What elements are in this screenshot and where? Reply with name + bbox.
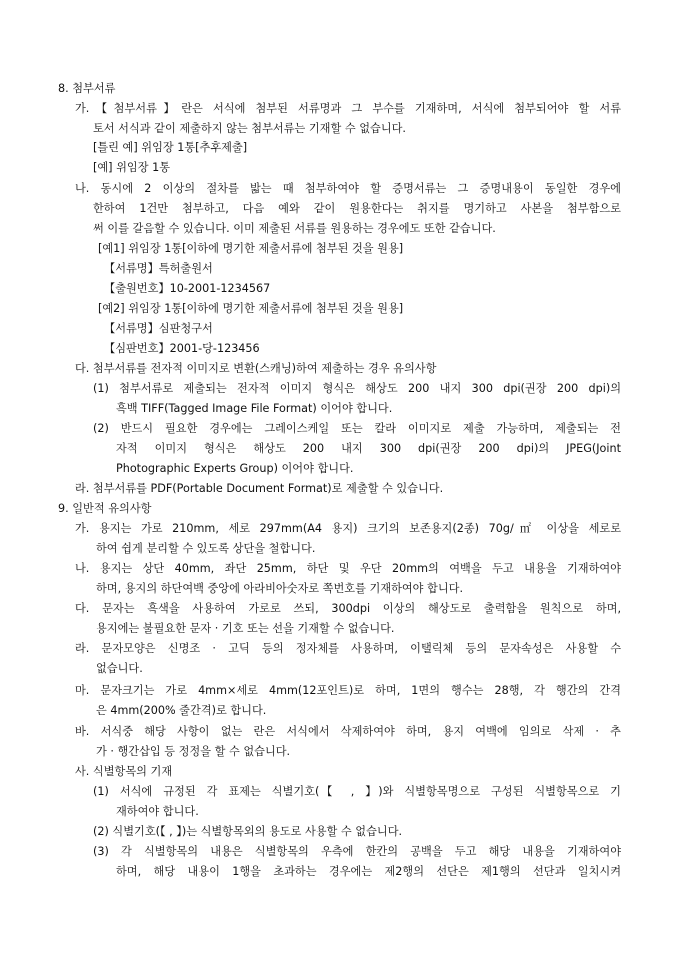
- s9-ra-line1: 라. 문자모양은 신명조 · 고딕 등의 정자체를 사용하며, 이탤릭체 등의 문자속성은 사용할 수: [75, 642, 621, 655]
- s9-ga-line1: 가. 용지는 가로 210mm, 세로 297mm(A4 용지) 크기의 보존용지(2종) 70g/㎡ 이상을 세로로: [75, 522, 621, 535]
- section-9-heading: 9. 일반적 유의사항: [58, 502, 152, 515]
- s8-na-ex2-no: 【심판번호】2001-당-123456: [104, 342, 260, 355]
- s9-na-line1: 나. 용지는 상단 40mm, 좌단 25mm, 하단 및 우단 20mm의 여백을 두고 내용을 기재하여야: [75, 562, 621, 575]
- s9-ra-line2: 없습니다.: [96, 662, 143, 675]
- s8-da-i1-line1: (1) 첨부서류로 제출되는 전자적 이미지 형식은 해상도 200 내지 300 dpi(권장 200 dpi)의: [93, 382, 621, 395]
- s9-sa-heading: 사. 식별항목의 기재: [75, 765, 173, 778]
- s8-na-ex2: [예2] 위임장 1통[이하에 명기한 제출서류에 첨부된 것을 원용]: [98, 302, 404, 315]
- s8-da-i1-line2: 흑백 TIFF(Tagged Image File Format) 이어야 합니다.: [116, 402, 393, 415]
- s9-ba-line1: 바. 서식중 해당 사항이 없는 란은 서식에서 삭제하여야 하며, 용지 여백에 임의로 삭제 · 추: [75, 725, 621, 738]
- s9-ba-line2: 가 · 행간삽입 등 정정을 할 수 없습니다.: [96, 745, 291, 758]
- s9-da-line1: 다. 문자는 흑색을 사용하여 가로로 쓰되, 300dpi 이상의 해상도로 출력함을 원칙으로 하며,: [75, 602, 621, 615]
- s8-ga-line2: 토서 서식과 같이 제출하지 않는 첨부서류는 기재할 수 없습니다.: [93, 122, 406, 135]
- s9-ma-line2: 은 4mm(200% 줄간격)로 합니다.: [96, 704, 267, 717]
- s8-da-i2-line2: 자적 이미지 형식은 해상도 200 내지 300 dpi(권장 200 dpi)의 JPEG(Joint: [116, 442, 621, 455]
- s8-da-i2-line1: (2) 반드시 필요한 경우에는 그레이스케일 또는 칼라 이미지로 제출 가능하며, 제출되는 전: [93, 422, 621, 435]
- s8-na-line1: 나. 동시에 2 이상의 절차를 밟는 때 첨부하여야 할 증명서류는 그 증명내용이 동일한 경우에: [75, 182, 621, 195]
- s8-ga-example: [예] 위임장 1통: [93, 161, 170, 174]
- s8-ga-wrong-example: [틀린 예] 위임장 1통[추후제출]: [93, 141, 248, 154]
- s9-sa-i2: (2) 식별기호(【 , 】)는 식별항목외의 용도로 사용할 수 없습니다.: [93, 825, 403, 838]
- s9-da-line2: 용지에는 불필요한 문자 · 기호 또는 선을 기재할 수 없습니다.: [96, 622, 395, 635]
- s9-sa-i1-line2: 재하여야 합니다.: [116, 805, 199, 818]
- s8-ga-line1: 가.【첨부서류】란은 서식에 첨부된 서류명과 그 부수를 기재하며, 서식에 첨부되어야 할 서류: [75, 102, 621, 115]
- s8-na-ex1-no: 【출원번호】10-2001-1234567: [104, 282, 271, 295]
- s8-na-ex1: [예1] 위임장 1통[이하에 명기한 제출서류에 첨부된 것을 원용]: [98, 242, 404, 255]
- s8-da-i2-line3: Photographic Experts Group) 이어야 합니다.: [116, 462, 354, 475]
- s9-ma-line1: 마. 문자크기는 가로 4mm×세로 4mm(12포인트)로 하며, 1면의 행수는 28행, 각 행간의 간격: [75, 684, 621, 697]
- section-8-heading: 8. 첨부서류: [58, 82, 116, 95]
- s8-ra: 라. 첨부서류를 PDF(Portable Document Format)로 제출할 수 있습니다.: [75, 482, 444, 495]
- s9-ga-line2: 하여 쉽게 분리할 수 있도록 상단을 철합니다.: [96, 542, 316, 555]
- s9-sa-i3-line2: 하며, 해당 내용이 1행을 초과하는 경우에는 제2행의 선단은 제1행의 선단과 일치시켜: [116, 865, 621, 878]
- s9-sa-i3-line1: (3) 각 식별항목의 내용은 식별항목의 우측에 한칸의 공백을 두고 해당 내용을 기재하여야: [93, 845, 621, 858]
- s8-da-line1: 다. 첨부서류를 전자적 이미지로 변환(스캐닝)하여 제출하는 경우 유의사항: [75, 362, 437, 375]
- s9-sa-i1-line1: (1) 서식에 규정된 각 표제는 식별기호(【 , 】)와 식별항목명으로 구성된 식별항목으로 기: [93, 785, 621, 798]
- s8-na-ex2-doc: 【서류명】심판청구서: [104, 322, 213, 335]
- s9-na-line2: 하며, 용지의 하단여백 중앙에 아라비아숫자로 쪽번호를 기재하여야 합니다.: [96, 582, 464, 595]
- s8-na-ex1-doc: 【서류명】특허출원서: [104, 262, 213, 275]
- s8-na-line3: 써 이를 갈음할 수 있습니다. 이미 제출된 서류를 원용하는 경우에도 또한 같습니다.: [93, 222, 496, 235]
- s8-na-line2: 한하여 1건만 첨부하고, 다음 예와 같이 원용한다는 취지를 명기하고 사본을 첨부함으로: [93, 202, 621, 215]
